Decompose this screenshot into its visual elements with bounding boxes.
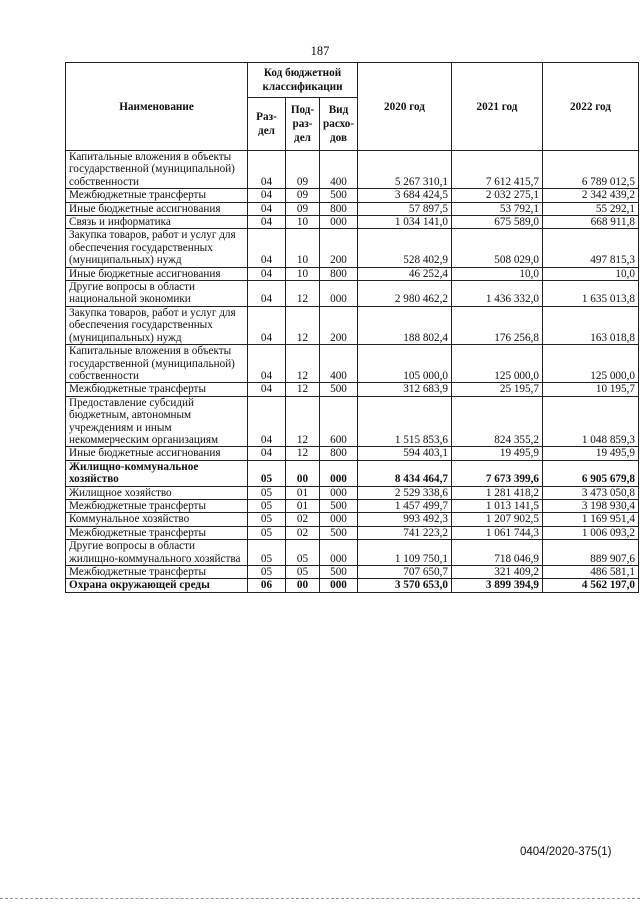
cell-2020: 8 434 464,7 <box>358 460 452 486</box>
cell-subsection: 01 <box>286 486 320 499</box>
cell-section: 04 <box>248 447 286 460</box>
cell-expense-type: 800 <box>320 447 358 460</box>
cell-name: Иные бюджетные ассигнования <box>66 267 248 280</box>
cell-2020: 741 223,2 <box>358 526 452 539</box>
cell-expense-type: 000 <box>320 216 358 229</box>
cell-subsection: 12 <box>286 281 320 307</box>
table-body <box>66 151 639 593</box>
cell-2021: 125 000,0 <box>452 345 543 383</box>
cell-2022: 3 198 930,4 <box>543 499 639 512</box>
table-row <box>66 216 639 229</box>
table-row <box>66 383 639 396</box>
cell-2021: 53 792,1 <box>452 202 543 215</box>
cell-name: Связь и информатика <box>66 216 248 229</box>
cell-2020: 1 034 141,0 <box>358 216 452 229</box>
header-code-group: Код бюджетной классификации <box>248 63 358 98</box>
cell-section: 04 <box>248 281 286 307</box>
cell-expense-type: 800 <box>320 202 358 215</box>
cell-subsection: 02 <box>286 526 320 539</box>
cell-subsection: 01 <box>286 499 320 512</box>
cell-2020: 312 683,9 <box>358 383 452 396</box>
cell-2022: 10 195,7 <box>543 383 639 396</box>
cell-section: 04 <box>248 383 286 396</box>
cell-2021: 675 589,0 <box>452 216 543 229</box>
cell-expense-type: 500 <box>320 566 358 579</box>
table-row <box>66 566 639 579</box>
cell-name: Межбюджетные трансферты <box>66 499 248 512</box>
cell-2021: 321 409,2 <box>452 566 543 579</box>
cell-2022: 668 911,8 <box>543 216 639 229</box>
cell-expense-type: 500 <box>320 383 358 396</box>
cell-2021: 1 013 141,5 <box>452 499 543 512</box>
cell-2022: 2 342 439,2 <box>543 189 639 202</box>
cell-section: 05 <box>248 540 286 566</box>
table-row <box>66 151 639 189</box>
cell-2020: 1 109 750,1 <box>358 540 452 566</box>
cell-expense-type: 600 <box>320 396 358 447</box>
cell-section: 05 <box>248 499 286 512</box>
cell-name: Иные бюджетные ассигнования <box>66 202 248 215</box>
cell-expense-type: 200 <box>320 229 358 267</box>
cell-2021: 1 281 418,2 <box>452 486 543 499</box>
cell-name: Жилищное хозяйство <box>66 486 248 499</box>
cell-2022: 1 048 859,3 <box>543 396 639 447</box>
cell-expense-type: 500 <box>320 189 358 202</box>
cell-expense-type: 200 <box>320 306 358 344</box>
document-code: 0404/2020-375(1) <box>520 846 612 858</box>
cell-2022: 889 907,6 <box>543 540 639 566</box>
cell-2022: 55 292,1 <box>543 202 639 215</box>
cell-subsection: 12 <box>286 383 320 396</box>
cell-2021: 19 495,9 <box>452 447 543 460</box>
cell-name: Межбюджетные трансферты <box>66 383 248 396</box>
cell-subsection: 10 <box>286 216 320 229</box>
cell-2020: 105 000,0 <box>358 345 452 383</box>
cell-2020: 993 492,3 <box>358 513 452 526</box>
cell-subsection: 10 <box>286 229 320 267</box>
cell-2020: 528 402,9 <box>358 229 452 267</box>
cell-2022: 497 815,3 <box>543 229 639 267</box>
cell-2020: 2 980 462,2 <box>358 281 452 307</box>
cell-expense-type: 000 <box>320 579 358 592</box>
cell-2022: 486 581,1 <box>543 566 639 579</box>
header-2020: 2020 год <box>358 63 452 151</box>
cell-subsection: 00 <box>286 460 320 486</box>
table-row <box>66 345 639 383</box>
cell-2020: 594 403,1 <box>358 447 452 460</box>
cell-subsection: 09 <box>286 189 320 202</box>
cell-subsection: 05 <box>286 566 320 579</box>
cell-subsection: 10 <box>286 267 320 280</box>
table-row <box>66 189 639 202</box>
cell-name: Закупка товаров, работ и услуг для обеспечения государственных (муниципальных) нужд <box>66 229 248 267</box>
cell-expense-type: 400 <box>320 345 358 383</box>
table-row <box>66 460 639 486</box>
cell-section: 04 <box>248 202 286 215</box>
cell-name: Капитальные вложения в объекты государственной (муниципальной) собственности <box>66 151 248 189</box>
cell-section: 04 <box>248 306 286 344</box>
cell-2020: 2 529 338,6 <box>358 486 452 499</box>
table-row <box>66 202 639 215</box>
cell-2021: 2 032 275,1 <box>452 189 543 202</box>
cell-subsection: 12 <box>286 396 320 447</box>
cell-section: 05 <box>248 566 286 579</box>
cell-name: Закупка товаров, работ и услуг для обеспечения государственных (муниципальных) нужд <box>66 306 248 344</box>
cell-subsection: 00 <box>286 579 320 592</box>
table-row <box>66 229 639 267</box>
cell-2020: 1 515 853,6 <box>358 396 452 447</box>
cell-section: 06 <box>248 579 286 592</box>
header-name: Наименование <box>66 63 248 151</box>
cell-expense-type: 400 <box>320 151 358 189</box>
cell-2022: 6 905 679,8 <box>543 460 639 486</box>
header-2022: 2022 год <box>543 63 639 151</box>
table-row <box>66 513 639 526</box>
cell-2022: 6 789 012,5 <box>543 151 639 189</box>
header-expense-type: Вид расхо-дов <box>320 98 358 151</box>
page-bottom-divider <box>0 898 640 899</box>
cell-2022: 3 473 050,8 <box>543 486 639 499</box>
cell-name: Другие вопросы в области национальной экономики <box>66 281 248 307</box>
cell-2021: 176 256,8 <box>452 306 543 344</box>
cell-2020: 707 650,7 <box>358 566 452 579</box>
cell-section: 05 <box>248 486 286 499</box>
cell-expense-type: 500 <box>320 499 358 512</box>
table-row <box>66 447 639 460</box>
budget-table <box>65 62 639 593</box>
cell-2021: 1 207 902,5 <box>452 513 543 526</box>
cell-2020: 3 684 424,5 <box>358 189 452 202</box>
cell-section: 04 <box>248 345 286 383</box>
cell-expense-type: 800 <box>320 267 358 280</box>
table-row <box>66 579 639 592</box>
cell-expense-type: 500 <box>320 526 358 539</box>
cell-name: Охрана окружающей среды <box>66 579 248 592</box>
cell-name: Межбюджетные трансферты <box>66 526 248 539</box>
cell-2021: 718 046,9 <box>452 540 543 566</box>
header-subsection: Под-раз-дел <box>286 98 320 151</box>
header-2021: 2021 год <box>452 63 543 151</box>
cell-2021: 3 899 394,9 <box>452 579 543 592</box>
cell-2020: 5 267 310,1 <box>358 151 452 189</box>
table-row <box>66 526 639 539</box>
cell-subsection: 12 <box>286 447 320 460</box>
cell-2021: 7 612 415,7 <box>452 151 543 189</box>
cell-expense-type: 000 <box>320 486 358 499</box>
cell-name: Иные бюджетные ассигнования <box>66 447 248 460</box>
cell-2021: 508 029,0 <box>452 229 543 267</box>
cell-2022: 125 000,0 <box>543 345 639 383</box>
table-row <box>66 499 639 512</box>
cell-name: Межбюджетные трансферты <box>66 566 248 579</box>
cell-2021: 25 195,7 <box>452 383 543 396</box>
cell-2022: 10,0 <box>543 267 639 280</box>
cell-2021: 1 436 332,0 <box>452 281 543 307</box>
cell-name: Предоставление субсидий бюджетным, автономным учреждениям и иным некоммерческим организациям <box>66 396 248 447</box>
cell-expense-type: 000 <box>320 460 358 486</box>
header-section: Раз-дел <box>248 98 286 151</box>
cell-name: Жилищно-коммунальное хозяйство <box>66 460 248 486</box>
table-row <box>66 306 639 344</box>
cell-2022: 19 495,9 <box>543 447 639 460</box>
cell-section: 05 <box>248 526 286 539</box>
cell-section: 04 <box>248 396 286 447</box>
cell-2021: 824 355,2 <box>452 396 543 447</box>
cell-2020: 188 802,4 <box>358 306 452 344</box>
cell-2021: 7 673 399,6 <box>452 460 543 486</box>
cell-section: 04 <box>248 229 286 267</box>
cell-2022: 4 562 197,0 <box>543 579 639 592</box>
cell-expense-type: 000 <box>320 281 358 307</box>
table-row <box>66 486 639 499</box>
cell-name: Другие вопросы в области жилищно-коммунального хозяйства <box>66 540 248 566</box>
cell-name: Капитальные вложения в объекты государственной (муниципальной) собственности <box>66 345 248 383</box>
cell-subsection: 09 <box>286 151 320 189</box>
cell-2020: 46 252,4 <box>358 267 452 280</box>
cell-section: 05 <box>248 513 286 526</box>
table-header <box>66 63 639 151</box>
page-number: 187 <box>310 44 330 58</box>
cell-subsection: 05 <box>286 540 320 566</box>
cell-2022: 1 169 951,4 <box>543 513 639 526</box>
table-row <box>66 281 639 307</box>
cell-section: 05 <box>248 460 286 486</box>
table-row <box>66 540 639 566</box>
cell-2020: 3 570 653,0 <box>358 579 452 592</box>
cell-subsection: 12 <box>286 306 320 344</box>
cell-2021: 10,0 <box>452 267 543 280</box>
cell-section: 04 <box>248 189 286 202</box>
cell-expense-type: 000 <box>320 540 358 566</box>
cell-subsection: 02 <box>286 513 320 526</box>
cell-section: 04 <box>248 267 286 280</box>
cell-section: 04 <box>248 216 286 229</box>
cell-2020: 57 897,5 <box>358 202 452 215</box>
table-row <box>66 267 639 280</box>
cell-name: Межбюджетные трансферты <box>66 189 248 202</box>
cell-expense-type: 000 <box>320 513 358 526</box>
cell-name: Коммунальное хозяйство <box>66 513 248 526</box>
cell-2020: 1 457 499,7 <box>358 499 452 512</box>
cell-2022: 1 006 093,2 <box>543 526 639 539</box>
cell-section: 04 <box>248 151 286 189</box>
cell-2021: 1 061 744,3 <box>452 526 543 539</box>
cell-2022: 1 635 013,8 <box>543 281 639 307</box>
cell-subsection: 12 <box>286 345 320 383</box>
table-row <box>66 396 639 447</box>
cell-subsection: 09 <box>286 202 320 215</box>
cell-2022: 163 018,8 <box>543 306 639 344</box>
